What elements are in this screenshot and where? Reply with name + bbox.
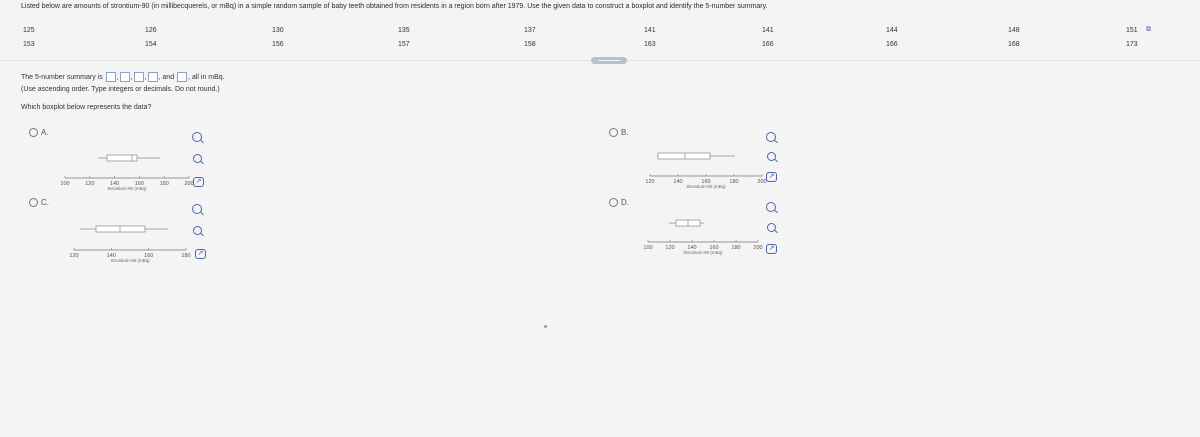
expand-button[interactable] [591,57,627,64]
axis-tick-label: 140 [110,181,120,187]
axis-tick-label: 180 [159,181,169,187]
axis-tick-label: 180 [731,245,741,251]
axis-tick-label: 160 [701,179,711,185]
data-cell: 166 [762,41,774,48]
axis-label: Strontium-90 (mBq) [686,184,726,189]
answer-box-1[interactable] [106,72,116,82]
box [96,226,145,232]
data-cell: 144 [886,27,898,34]
box [658,153,710,159]
zoom-in-icon[interactable] [192,132,202,142]
open-external-icon[interactable]: ↗ [193,177,204,187]
zoom-out-icon[interactable] [767,223,776,232]
boxplot-a [60,148,194,198]
axis-tick-label: 100 [60,181,70,187]
axis-tick-label: 140 [106,253,116,259]
data-cell: 168 [1008,41,1020,48]
data-cell: 141 [644,27,656,34]
option-c[interactable] [29,198,49,207]
axis-tick-label: 200 [753,245,763,251]
data-cell: 166 [886,41,898,48]
answer-box-3[interactable] [134,72,144,82]
data-cell: 154 [145,41,157,48]
data-cell: 135 [398,27,410,34]
open-external-icon[interactable]: ↗ [195,249,206,259]
zoom-out-icon[interactable] [193,154,202,163]
axis-tick-label: 180 [181,253,191,259]
data-cell: 151 [1126,27,1138,34]
answer-box-4[interactable] [148,72,158,82]
zoom-out-icon[interactable] [767,152,776,161]
option-b-radio[interactable] [609,128,618,137]
axis-tick-label: 120 [85,181,95,187]
question-prompt: Listed below are amounts of strontium-90 (in millibecquerels, or mBq) in a simple random sample of baby teeth obtained from residents in a region born after 1979. Use the given data to construct a boxplot and identify the 5-number summary. [21,3,768,10]
data-cell: 163 [644,41,656,48]
axis-tick-label: 140 [687,245,697,251]
boxplot-b [640,146,765,196]
zoom-in-icon[interactable] [766,132,776,142]
data-cell: 158 [524,41,536,48]
answer-box-5[interactable] [177,72,187,82]
option-c-label: C. [41,198,49,207]
boxplot-d [640,214,765,264]
data-cell: 173 [1126,41,1138,48]
data-cell: 156 [272,41,284,48]
data-cell: 130 [272,27,284,34]
axis-tick-label: 160 [144,253,154,259]
option-a-label: A. [41,128,49,137]
data-cell: 148 [1008,27,1020,34]
zoom-in-icon[interactable] [766,202,776,212]
data-cell: 137 [524,27,536,34]
answer-instruction: (Use ascending order. Type integers or decimals. Do not round.) [21,86,220,93]
option-c-radio[interactable] [29,198,38,207]
cursor-dot [544,325,547,328]
summary-and: and [162,73,175,81]
zoom-out-icon[interactable] [193,226,202,235]
zoom-in-icon[interactable] [192,204,202,214]
data-cell: 153 [23,41,35,48]
option-a-radio[interactable] [29,128,38,137]
option-d-label: D. [621,198,629,207]
summary-suffix: all in mBq. [191,73,225,81]
axis-label: Strontium-90 (mBq) [110,258,150,263]
option-d-radio[interactable] [609,198,618,207]
data-cell: 126 [145,27,157,34]
axis-tick-label: 160 [709,245,719,251]
data-cell: 141 [762,27,774,34]
data-cell: 125 [23,27,35,34]
box [107,155,137,161]
boxplot-question: Which boxplot below represents the data? [21,104,152,111]
axis-tick-label: 120 [69,253,79,259]
axis-label: Strontium-90 (mBq) [683,250,723,255]
option-b[interactable] [609,128,629,137]
axis-label: Strontium-90 (mBq) [107,186,147,191]
answer-box-2[interactable] [120,72,130,82]
five-number-summary-line: The 5-number summary is , , , , and , all in mBq. [21,73,225,81]
axis-tick-label: 140 [673,179,683,185]
boxplot-c [60,218,190,268]
data-cell: 157 [398,41,410,48]
option-a[interactable] [29,128,49,137]
axis-tick-label: 200 [757,179,767,185]
axis-tick-label: 100 [643,245,653,251]
axis-tick-label: 180 [729,179,739,185]
axis-tick-label: 120 [645,179,655,185]
option-b-label: B. [621,128,629,137]
option-d[interactable] [609,198,629,207]
open-external-icon[interactable]: ↗ [766,172,777,182]
axis-tick-label: 120 [665,245,675,251]
axis-tick-label: 160 [134,181,144,187]
copy-icon[interactable]: ⧉ [1146,26,1151,33]
axis-tick-label: 200 [184,181,194,187]
open-external-icon[interactable]: ↗ [766,244,777,254]
summary-prefix: The 5-number summary is [21,73,103,81]
